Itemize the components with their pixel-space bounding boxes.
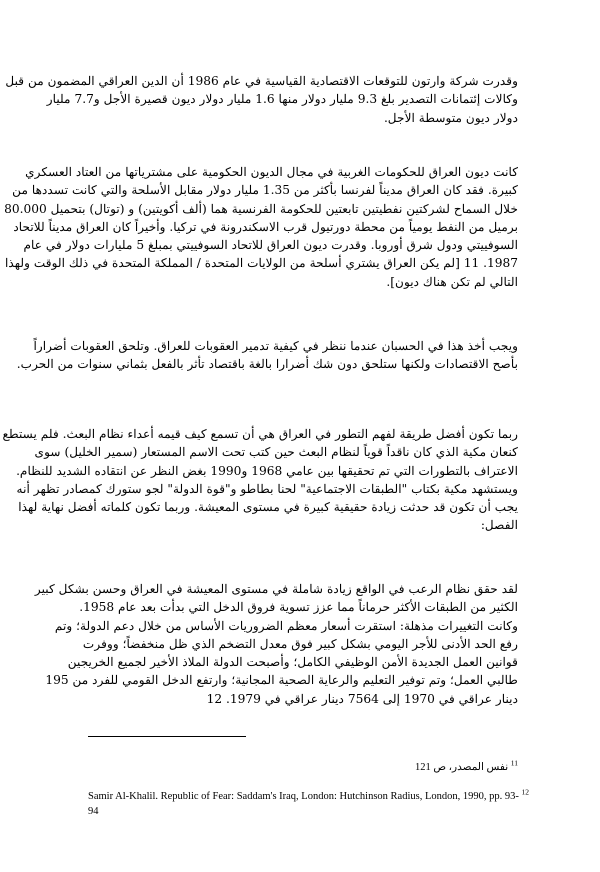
- footnote-12: [88, 787, 530, 803]
- text-line: بأصح الاقتصادات ولكنها ستلحق دون شك أضرارا بالغة باقتصاد تأثر بالفعل بثماني سنوات من الحرب.: [16, 357, 518, 372]
- text-line: قوانين العمل الجديدة الأمن الوظيفي الكامل؛ وأصبحت الدولة الملاذ الأخير لجميع الخريجين: [67, 655, 518, 670]
- text-line: لقد حقق نظام الرعب في الواقع زيادة شاملة في مستوى المعيشة في العراق وحسن بشكل كبير: [34, 582, 518, 596]
- text-line: يجب أن تكون قد حدثت زيادة حقيقية كبيرة في مستوى المعيشة. وربما تكون كلماته أفضل نهاية لهذا: [18, 500, 518, 515]
- text-line: التالي لم تكن هناك ديون].: [386, 274, 518, 289]
- text-line: ويستشهد مكية بكتاب "الطبقات الاجتماعية" لحنا بطاطو و"قوة الدولة" لجو ستورك كمصادر تظهر أنه: [16, 481, 518, 496]
- footnote-text: Samir Al-Khalil. Republic of Fear: Saddam's Iraq, London: Hutchinson Radius, London, 1990, pp. 93-: [88, 791, 519, 802]
- text-line: كبيرة. فقد كان العراق مديناً لفرنسا بأكثر من 1.35 مليار دولار مقابل الأسلحة والتي كانت تسددها من: [12, 183, 518, 198]
- text-line: ربما تكون أفضل طريقة لفهم التطور في العراق هي أن تسمع كيف قيمه أعداء نظام البعث. فلم يستطع: [2, 427, 518, 441]
- text-line: دولار ديون متوسطة الأجل.: [383, 110, 518, 125]
- footnote-text: نفس المصدر، ص 121: [414, 762, 509, 773]
- text-line: الكثير من الطبقات الأكثر حرماناً مما عزز تسوية فروق الدخل التي بدأت بعد عام 1958.: [79, 600, 518, 615]
- footnote-separator: [88, 736, 246, 737]
- footnote-11: [414, 758, 518, 774]
- text-line: 1987. 11 [لم يكن العراق يشتري أسلحة من الولايات المتحدة / المملكة المتحدة في ذلك الوقت ولهذا: [4, 256, 518, 271]
- footnote-number: 11: [510, 758, 518, 768]
- text-line: وكالات إئتمانات التصدير بلغ 9.3 مليار دولار منها 1.6 مليار دولار ديون قصيرة الأجل و7.7 مليار: [46, 92, 518, 107]
- paragraph-development: [2, 425, 518, 535]
- paragraph-sanctions: [16, 337, 518, 374]
- text-line: كانت ديون العراق للحكومات الغربية في مجال الديون الحكومية على مشترياتها من العتاد العسكري: [25, 165, 518, 179]
- text-line: الفصل:: [480, 518, 518, 533]
- paragraph-debt-estimate: [5, 72, 518, 127]
- text-line: كنعان مكية الذي كان ناقداً قوياً لنظام البعث حين كتب تحت الاسم المستعار (سمير الخليل) سوى: [34, 445, 518, 460]
- text-line: الاعتراف بالتطورات التي تم تحقيقها بين عامي 1968 و1990 بغض النظر عن انتقاده الشديد للنظام.: [16, 463, 518, 478]
- paragraph-quotation: [34, 580, 518, 708]
- text-line: وكانت التغييرات مذهلة: استقرت أسعار معظم الضروريات الأساس من خلال دعم الدولة؛ وتم: [54, 618, 518, 633]
- paragraph-western-debts: [4, 163, 518, 291]
- text-line: دينار عراقي في 1970 إلى 7564 دينار عراقي في 1979. 12: [206, 691, 518, 706]
- text-line: برميل من النفط يومياً من محطة دورتيول قرب الاسكندرونة في تركيا. وأخيراً كان العراق مديناً للاتحاد: [13, 219, 518, 234]
- footnote-number: 12: [521, 787, 530, 797]
- text-line: رفع الحد الأدنى للأجر اليومي بشكل كبير فوق معدل التضخم الذي ظل منخفضاً؛ ووفرت: [82, 636, 518, 651]
- footnote-text: 94: [88, 806, 99, 817]
- text-line: السوفييتي ودول شرق أوروبا. وقدرت ديون العراق للاتحاد السوفييتي بمبلغ 5 مليارات دولار في عام: [23, 238, 518, 253]
- text-line: طالبي العمل؛ وتم توفير التعليم والرعاية الصحية المجانية؛ وارتفع الدخل القومي للفرد من 195: [45, 673, 518, 688]
- text-line: وقدرت شركة وارتون للتوقعات الاقتصادية القياسية في عام 1986 أن الدين العراقي المضمون من قبل: [5, 74, 518, 88]
- text-line: ويجب أخذ هذا في الحسبان عندما ننظر في كيفية تدمير العقوبات للعراق. وتلحق العقوبات أضراراً: [33, 339, 518, 353]
- text-line: خلال السماح لشركتين نفطيتين تابعتين للحكومة الفرنسية هما (ألف أكويتين) و (توتال) بتحميل 80.000: [4, 201, 518, 216]
- footnote-12-continuation: [88, 805, 99, 818]
